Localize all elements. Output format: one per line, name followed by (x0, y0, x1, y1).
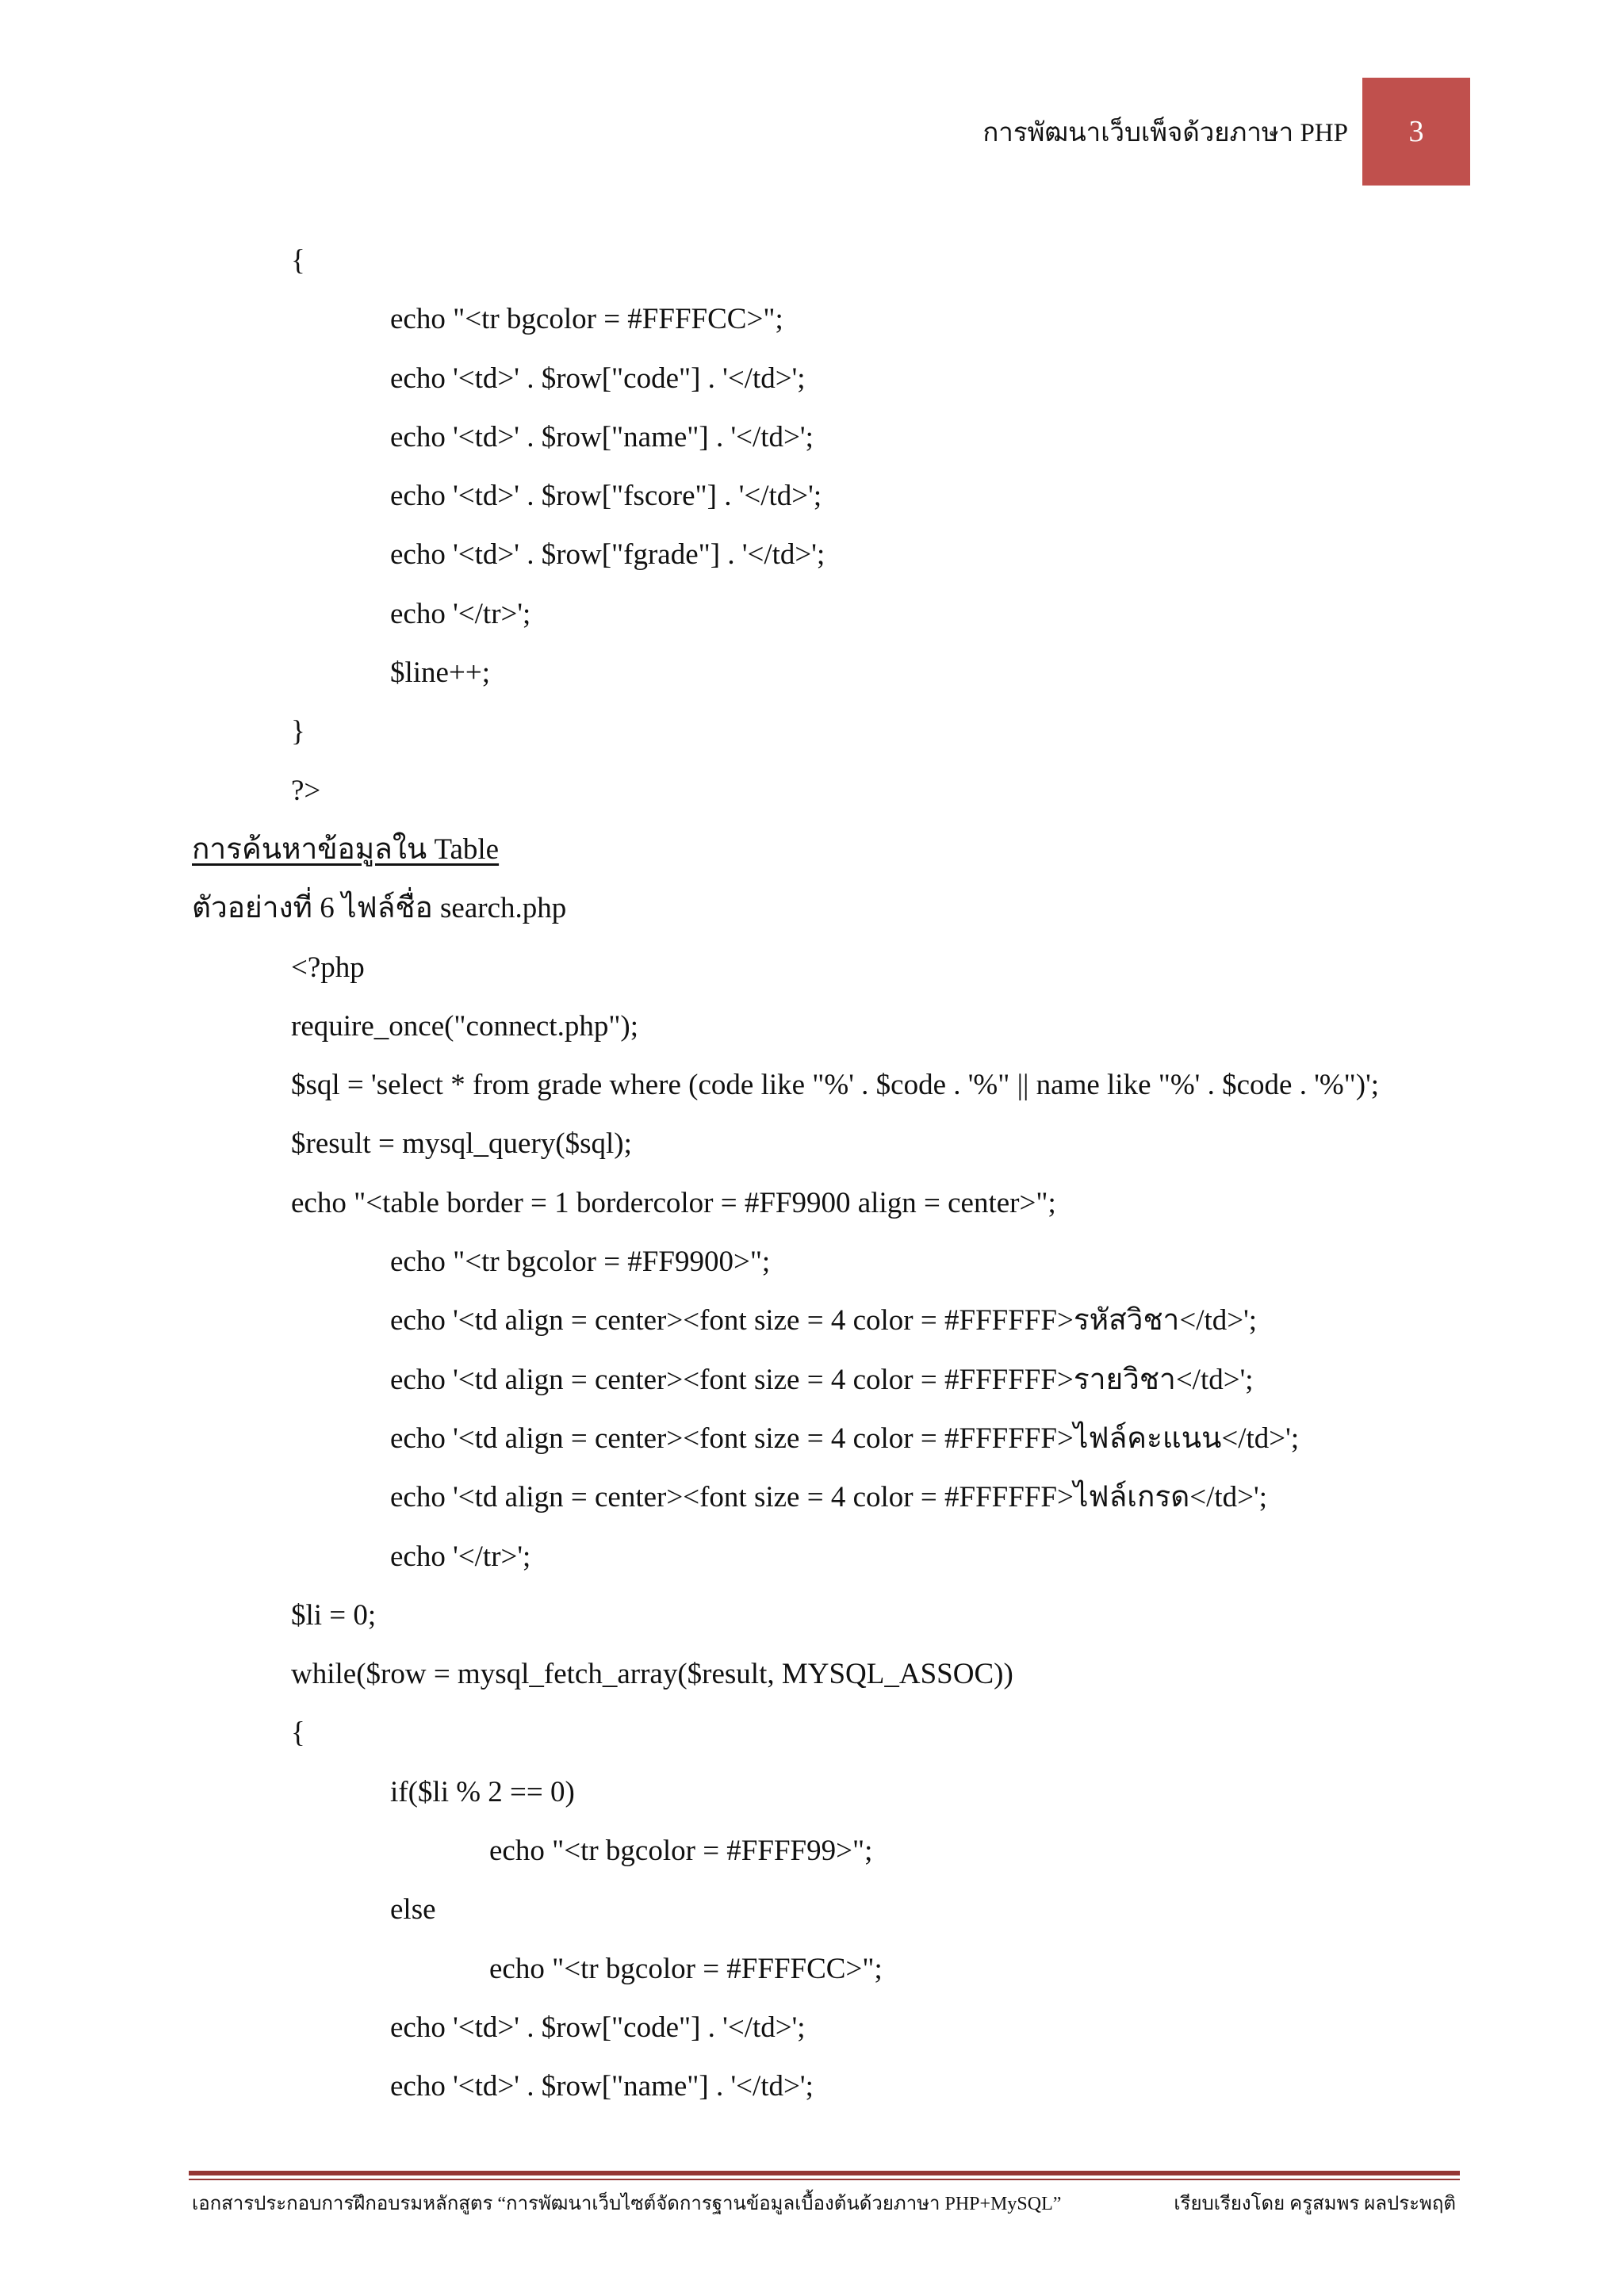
page-content (0, 232, 1624, 2117)
code-line: while($row = mysql_fetch_array($result, MYSQL_ASSOC)) (291, 1658, 1013, 1691)
footer-author: เรียบเรียงโดย ครูสมพร ผลประพฤติ (1174, 2194, 1456, 2214)
code-line: echo "<tr bgcolor = #FFFFCC>"; (489, 1952, 883, 1985)
code-line: echo '<td>' . $row["fgrade"] . '</td>'; (390, 538, 825, 572)
code-line: $result = mysql_query($sql); (291, 1127, 632, 1161)
section-heading: ตัวอย่างที่ 6 ไฟล์ชื่อ search.php (192, 892, 567, 925)
code-line: echo "<tr bgcolor = #FFFFCC>"; (390, 303, 783, 336)
section-heading: การค้นหาข้อมูลใน Table (192, 832, 500, 866)
code-line: echo '<td>' . $row["name"] . '</td>'; (390, 2070, 814, 2103)
code-line: echo '<td>' . $row["code"] . '</td>'; (390, 2011, 806, 2044)
code-line: echo '<td align = center><font size = 4 color = #FFFFFF>รหัสวิชา</td>'; (390, 1304, 1258, 1337)
code-line: echo '<td>' . $row["code"] . '</td>'; (390, 362, 806, 395)
code-line: $sql = 'select * from grade where (code like "%' . $code . '%" || name like "%' . $code . '%")'; (291, 1069, 1380, 1102)
footer-course-title: เอกสารประกอบการฝึกอบรมหลักสูตร “การพัฒนาเว็บไซต์จัดการฐานข้อมูลเบื้องต้นด้วยภาษา PHP+MySQL” (192, 2194, 1062, 2214)
code-line: echo '<td>' . $row["fscore"] . '</td>'; (390, 480, 822, 513)
code-line: { (291, 244, 305, 277)
code-line: echo '<td align = center><font size = 4 color = #FFFFFF>รายวิชา</td>'; (390, 1363, 1254, 1396)
code-line: echo "<tr bgcolor = #FF9900>"; (390, 1246, 771, 1279)
code-line: echo '<td align = center><font size = 4 color = #FFFFFF>ไฟล์คะแนน</td>'; (390, 1422, 1300, 1455)
code-line: echo "<table border = 1 bordercolor = #FF9900 align = center>"; (291, 1186, 1056, 1219)
code-line: echo '</tr>'; (390, 597, 531, 630)
code-line: <?php (291, 951, 365, 984)
running-header-title: การพัฒนาเว็บเพ็จด้วยภาษา PHP (982, 119, 1348, 147)
footer-rule-thick (189, 2171, 1460, 2175)
code-line: ?> (291, 774, 321, 807)
footer-rule-thin (189, 2179, 1460, 2180)
code-line: { (291, 1716, 305, 1750)
code-line: echo '</tr>'; (390, 1540, 531, 1573)
code-line: echo '<td align = center><font size = 4 color = #FFFFFF>ไฟล์เกรด</td>'; (390, 1481, 1267, 1514)
code-line: if($li % 2 == 0) (390, 1775, 575, 1808)
page-number-badge: 3 (1362, 78, 1470, 186)
code-line: require_once("connect.php"); (291, 1009, 639, 1043)
code-line: echo "<tr bgcolor = #FFFF99>"; (489, 1835, 873, 1868)
code-line: else (390, 1893, 436, 1927)
code-line: echo '<td>' . $row["name"] . '</td>'; (390, 420, 814, 453)
code-line: } (291, 715, 305, 748)
code-line: $li = 0; (291, 1598, 377, 1632)
code-line: $line++; (390, 656, 490, 690)
